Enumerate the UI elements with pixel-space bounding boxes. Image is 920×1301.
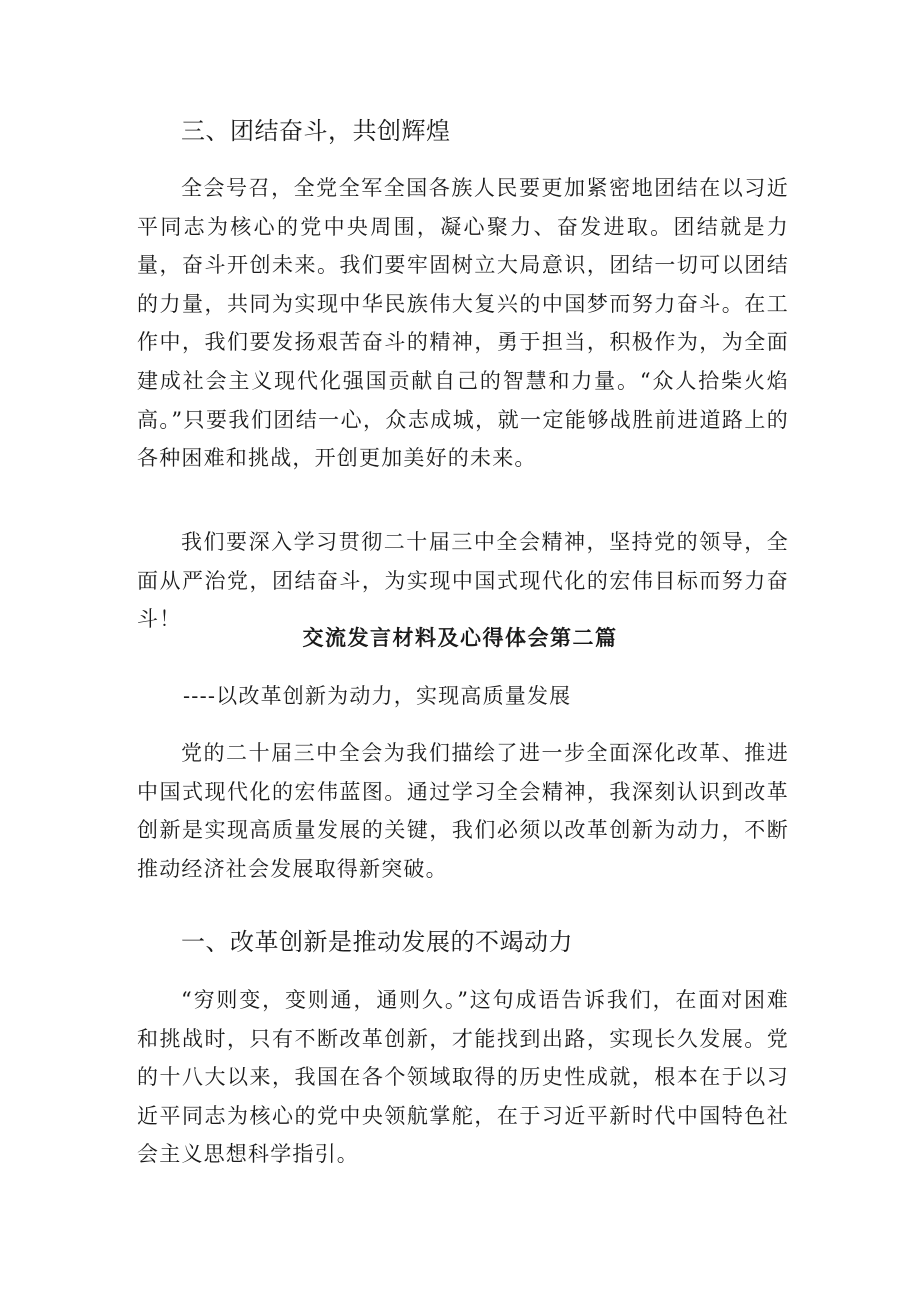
article-subtitle: ----以改革创新为动力，实现高质量发展 xyxy=(183,684,572,708)
paragraph-conclusion: 我们要深入学习贯彻二十届三中全会精神，坚持党的领导，全面从严治党，团结奋斗，为实现中国式现代化的宏伟目标而努力奋斗！ xyxy=(137,530,789,632)
section-heading-reform: 一、改革创新是推动发展的不竭动力 xyxy=(181,928,573,956)
paragraph-intro: 党的二十届三中全会为我们描绘了进一步全面深化改革、推进中国式现代化的宏伟蓝图。通过学习全会精神，我深刻认识到改革创新是实现高质量发展的关键，我们必须以改革创新为动力，不断推动经济社会发展取得新突破。 xyxy=(137,741,789,881)
paragraph-reform: “穷则变，变则通，通则久。”这句成语告诉我们，在面对困难和挑战时，只有不断改革创新，才能找到出路，实现长久发展。党的十八大以来，我国在各个领域取得的历史性成就，根本在于以习近平同志为核心的党中央领航掌舵，在于习近平新时代中国特色社会主义思想科学指引。 xyxy=(137,988,789,1167)
section-heading-unity: 三、团结奋斗，共创辉煌 xyxy=(181,117,451,145)
paragraph-unity-call: 全会号召，全党全军全国各族人民要更加紧密地团结在以习近平同志为核心的党中央周围，凝心聚力、奋发进取。团结就是力量，奋斗开创未来。我们要牢固树立大局意识，团结一切可以团结的力量，共同为实现中华民族伟大复兴的中国梦而努力奋斗。在工作中，我们要发扬艰苦奋斗的精神，勇于担当，积极作为，为全面建成社会主义现代化强国贡献自己的智慧和力量。“众人拾柴火焰高。”只要我们团结一心，众志成城，就一定能够战胜前进道路上的各种困难和挑战，开创更加美好的未来。 xyxy=(137,176,789,471)
article-title: 交流发言材料及心得体会第二篇 xyxy=(302,625,618,650)
